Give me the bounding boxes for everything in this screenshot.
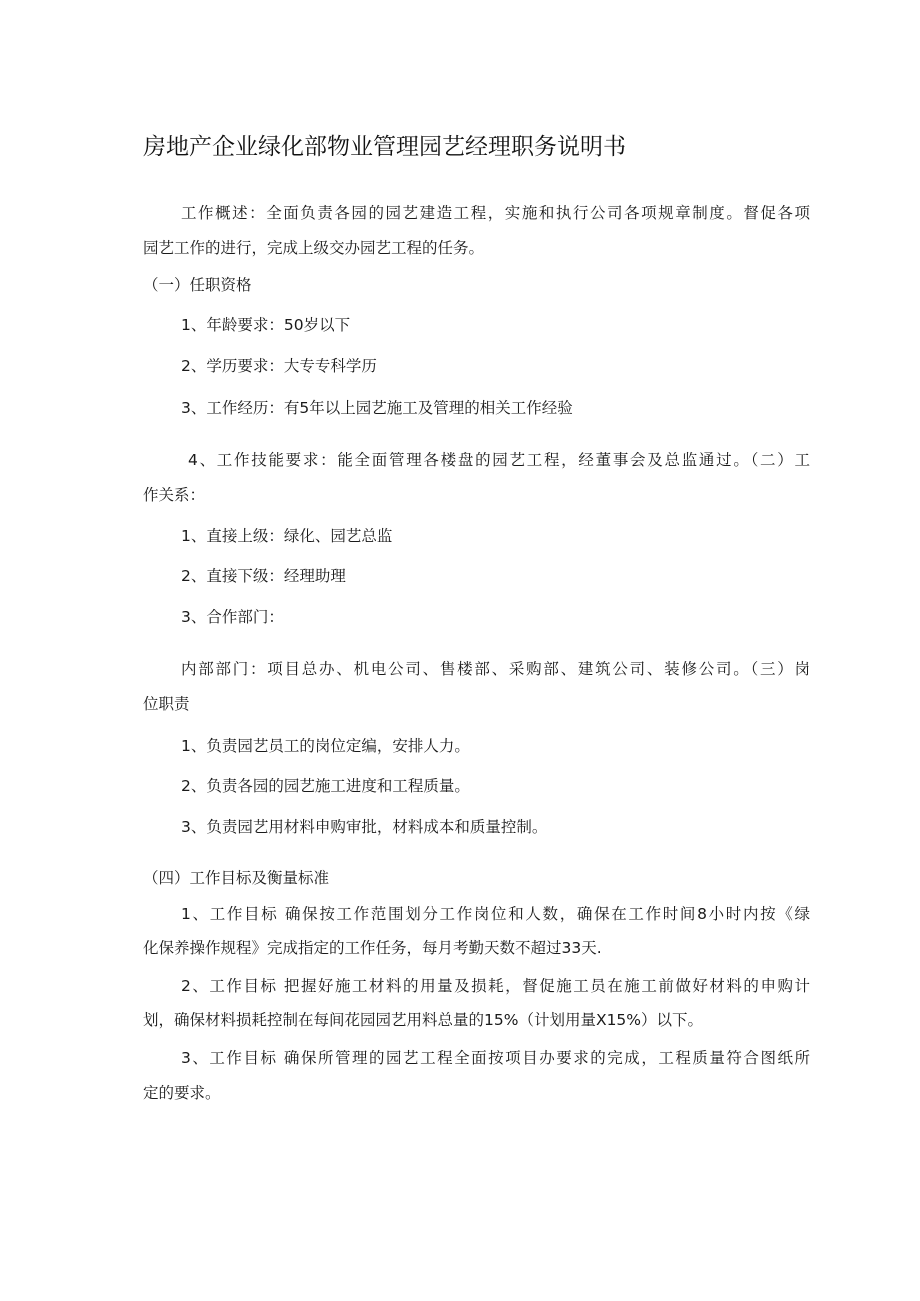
qualification-item-skills-line-1: 4、工作技能要求：能全面管理各楼盘的园艺工程，经董事会及总监通过。（二）工	[188, 451, 810, 469]
goal-3-line-2: 定的要求。	[143, 1084, 221, 1102]
relation-item-superior: 1、直接上级：绿化、园艺总监	[181, 527, 393, 545]
document-title: 房地产企业绿化部物业管理园艺经理职务说明书	[143, 134, 626, 160]
qualification-item-education: 2、学历要求：大专专科学历	[181, 357, 377, 375]
relation-item-subordinate: 2、直接下级：经理助理	[181, 567, 346, 585]
overview-line-2: 园艺工作的进行，完成上级交办园艺工程的任务。	[143, 239, 485, 257]
duty-item-progress: 2、负责各园的园艺施工进度和工程质量。	[181, 777, 470, 795]
qualification-item-experience: 3、工作经历：有5年以上园艺施工及管理的相关工作经验	[181, 399, 573, 417]
section-heading-goals: （四）工作目标及衡量标准	[143, 869, 330, 887]
qualification-item-age: 1、年龄要求：50岁以下	[181, 316, 351, 334]
section-heading-qualifications: （一）任职资格	[143, 276, 252, 294]
internal-departments-line-1: 内部部门：项目总办、机电公司、售楼部、采购部、建筑公司、装修公司。（三）岗	[181, 660, 810, 678]
duty-item-materials: 3、负责园艺用材料申购审批，材料成本和质量控制。	[181, 818, 548, 836]
goal-1-line-2: 化保养操作规程》完成指定的工作任务，每月考勤天数不超过33天.	[143, 939, 602, 957]
goal-3-line-1: 3、工作目标 确保所管理的园艺工程全面按项目办要求的完成，工程质量符合图纸所	[181, 1049, 810, 1067]
relation-item-cooperation: 3、合作部门：	[181, 608, 284, 626]
goal-2-line-2: 划，确保材料损耗控制在每间花园园艺用料总量的15%（计划用量X15%）以下。	[143, 1011, 704, 1029]
internal-departments-line-2: 位职责	[143, 695, 190, 713]
goal-1-line-1: 1、工作目标 确保按工作范围划分工作岗位和人数，确保在工作时间8小时内按《绿	[181, 905, 810, 923]
goal-2-line-1: 2、工作目标 把握好施工材料的用量及损耗，督促施工员在施工前做好材料的申购计	[181, 977, 810, 995]
duty-item-staffing: 1、负责园艺员工的岗位定编，安排人力。	[181, 737, 470, 755]
overview-line-1: 工作概述：全面负责各园的园艺建造工程，实施和执行公司各项规章制度。督促各项	[181, 204, 810, 222]
qualification-item-skills-line-2: 作关系：	[143, 486, 206, 504]
